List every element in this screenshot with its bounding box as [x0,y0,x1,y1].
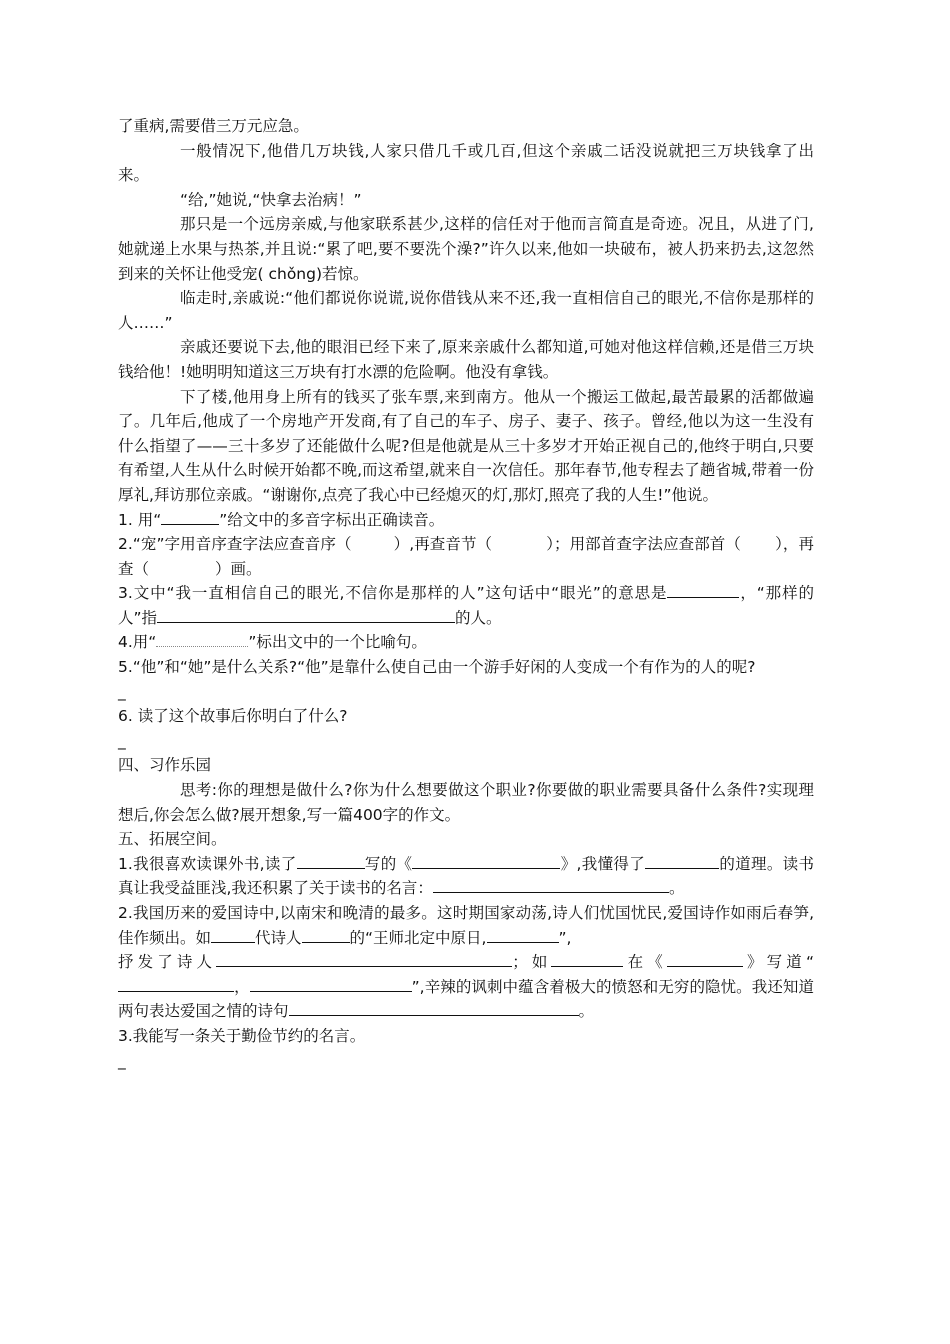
answer-blank[interactable] [250,975,412,992]
extension-2-text-b: 代诗人 [255,928,302,947]
answer-blank[interactable] [118,975,234,992]
extension-1-text-a: 1.我很喜欢读课外书,读了 [118,854,297,873]
extension-question-1 [118,852,814,901]
extension-2-text-a: 2.我国历来的爱国诗中,以南宋和晚清的最多。这时期国家动荡,诗人们忧国忧民,爱国诗作如雨后春笋,佳作频出。如 [118,904,814,947]
answer-blank[interactable] [157,606,455,623]
extension-2-text-i: ， [234,977,250,996]
question-4 [118,630,814,655]
answer-blank[interactable] [667,950,743,967]
answer-blank[interactable] [645,852,719,869]
question-2-text-a: 2.“宠”字用音序查字法应查音序（ [118,535,352,554]
question-2 [118,532,814,581]
question-3 [118,581,814,630]
extension-1-text-b: 写的《 [364,854,413,873]
section-4-title: 四、习作乐园 [118,756,212,775]
extension-1-text-c: 》,我懂得了 [560,854,646,873]
extension-question-2 [118,901,814,1024]
question-3-text-c: 的人。 [455,608,502,627]
answer-blank[interactable] [433,876,669,893]
extension-1-text-d: 的道理。读书真让我受益匪浅,我还积累了关于读书的名言： [118,854,814,898]
extension-2-text-e: 抒发了诗人 [118,953,217,972]
answer-blank[interactable] [487,926,559,943]
question-2-text-b: ）,再查音节（ [393,535,493,554]
answer-blank[interactable] [289,999,579,1016]
extension-2-text-g: 在《 [623,953,667,972]
question-2-text-c: ）；用部首查字法应查部首（ [546,535,741,554]
answer-line[interactable]: _ [118,682,126,701]
question-6: 6. 读了这个故事后你明白了什么? [118,707,348,726]
question-1-text-b: ”给文中的多音字标出正确读音。 [219,510,445,529]
answer-blank[interactable] [551,950,623,967]
answer-blank[interactable] [667,581,739,598]
extension-1-text-e: 。 [668,879,685,898]
answer-blank[interactable] [216,950,512,967]
section-5-title: 五、拓展空间。 [118,830,227,849]
passage-paragraph-2: 一般情况下,他借几万块钱,人家只借几千或几百,但这个亲戚二话没说就把三万块钱拿了出来。 [118,141,814,185]
passage-paragraph-5: 临走时,亲戚说:“他们都说你说谎,说你借钱从来不还,我一直相信自己的眼光,不信你是那样的人……” [118,289,814,332]
passage-paragraph-4: 那只是一个远房亲威,与他家联系甚少,这样的信任对于他而言简直是奇迹。况且，从进了门,她就递上水果与热茶,并且说:“累了吧,要不要洗个澡?”许久以来,他如一块破布，被人扔来扔去,这忽然到来的关怀让他受宠( chǒng)若惊。 [118,215,814,283]
question-5: 5.“他”和“她”是什么关系?“他”是靠什么使自己由一个游手好闲的人变成一个有作为的人的呢? [118,658,756,677]
question-3-text-a: 3.文中“我一直相信自己的眼光,不信你是那样的人”这句话中“眼光”的意思是 [118,584,668,603]
question-1-text-a: 1. 用“ [118,510,162,529]
extension-2-text-h: 》写道“ [742,953,814,972]
wavy-underline-marker [156,634,248,647]
extension-2-text-j: ”,辛辣的讽刺中蕴含着极大的愤怒和无穷的隐忧。我还知道两句表达爱国之情的诗句 [118,977,814,1021]
extension-2-text-f: ；如 [512,953,552,972]
question-4-text-a: 4.用“ [118,633,157,652]
passage-paragraph-3: “给,”她说,“快拿去治病！” [180,190,362,209]
answer-blank[interactable] [161,508,219,525]
extension-2-text-d: ”, [558,928,572,947]
answer-line[interactable]: _ [118,1051,126,1070]
answer-blank[interactable] [211,926,255,943]
question-3-text-b: ，“那样的人”指 [118,584,814,627]
extension-2-text-c: 的“王师北定中原日, [349,928,487,947]
passage-paragraph-6: 亲戚还要说下去,他的眼泪已经下来了,原来亲戚什么都知道,可她对他这样信赖,还是借三万块钱给他！!她明明知道这三万块有打水漂的危险啊。他没有拿钱。 [118,338,814,381]
answer-blank[interactable] [297,852,365,869]
answer-blank[interactable] [302,926,350,943]
worksheet-content [118,114,814,1073]
passage-paragraph-7: 下了楼,他用身上所有的钱买了张车票,来到南方。他从一个搬运工做起,最苦最累的活都做遍了。几年后,他成了一个房地产开发商,有了自己的车子、房子、妻子、孩子。曾经,他以为这一生没有什么指望了——三十多岁了还能做什么呢?但是他就是从三十多岁才开始正视自己的,他终于明白,只要有希望,人生从什么时候开始都不晚,而这希望,就来自一次信任。那年春节,他专程去了趟省城,带着一份厚礼,拜访那位亲戚。“谢谢你,点亮了我心中已经熄灭的灯,那灯,照亮了我的人生!”他说。 [118,387,814,504]
extension-2-text-k: 。 [578,1002,595,1021]
question-1 [118,508,814,533]
answer-blank[interactable] [412,852,560,869]
answer-line[interactable]: _ [118,731,126,750]
question-2-text-e: ）画。 [215,559,262,578]
extension-question-3: 3.我能写一条关于勤俭节约的名言。 [118,1026,366,1045]
question-2-text-d: ），再查（ [118,535,814,578]
section-4-prompt: 思考:你的理想是做什么?你为什么想要做这个职业?你要做的职业需要具备什么条件?实现理想后,你会怎么做?展开想象,写一篇400字的作文。 [118,781,814,824]
question-4-text-b: ”标出文中的一个比喻句。 [248,633,427,652]
passage-paragraph-1: 了重病,需要借三万元应急。 [118,117,309,135]
